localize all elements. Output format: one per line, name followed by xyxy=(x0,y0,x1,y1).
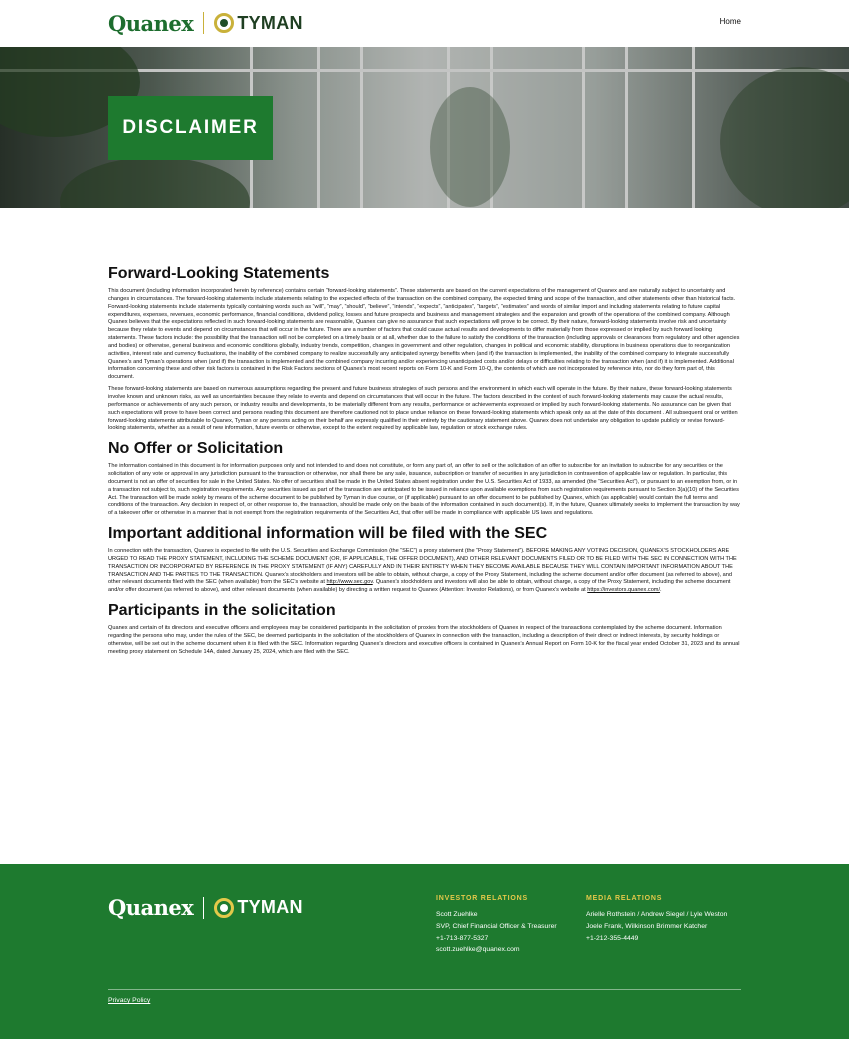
section-heading: No Offer or Solicitation xyxy=(108,440,284,458)
footer-divider xyxy=(108,989,741,990)
section-forward-looking xyxy=(108,264,741,433)
page-title: DISCLAIMER xyxy=(122,117,259,138)
hero-banner xyxy=(0,47,849,208)
tyman-mark-icon xyxy=(214,898,234,918)
section-sec-filing xyxy=(108,524,741,595)
tyman-logo-text: TYMAN xyxy=(237,12,303,33)
media-contact-names: Arielle Rothstein / Andrew Siegel / Lyle Weston xyxy=(586,911,728,918)
sec-paragraph-end: . xyxy=(660,587,662,594)
sec-paragraph-text: In connection with the transaction, Quanex is expected to file with the U.S. Securities and Exchange Commission (the “SEC”) a proxy statement (the “Proxy Statement”). BEFORE MAKING ANY VOTING DECISION, QUANEX’S STOCKHOLDERS ARE URGED TO READ THE PROXY STATEMENT, INCLUDING THE SCHEME DOCUMENT (OR, IF APPLICABLE, THE OFFER DOCUMENT), AND OTHER RELEVANT DOCUMENTS FILED OR TO BE FILED WITH THE SEC IN CONNECTION WITH THE TRANSACTION OR INCORPORATED BY REFERENCE IN THE PROXY STATEMENT (IF ANY) CAREFULLY AND IN THEIR ENTIRETY WHEN THEY BECOME AVAILABLE BECAUSE THEY WILL CONTAIN IMPORTANT INFORMATION ABOUT THE TRANSACTION AND THE PARTIES TO THE TRANSACTION. Quanex’s stockholders and investors will be able to obtain, without charge, a copy of the Proxy Statement, including the scheme document and/or offer document (as referred to above), and other relevant documents filed with the SEC (when available) from the SEC’s website at xyxy=(108,548,737,586)
section-paragraph xyxy=(108,548,741,595)
investors-link[interactable]: https://investors.quanex.com/ xyxy=(587,587,661,594)
investor-contact-name: Scott Zuehlke xyxy=(436,911,478,918)
site-footer xyxy=(0,864,849,1039)
investor-contact-email[interactable]: scott.zuehlke@quanex.com xyxy=(436,946,520,954)
investor-contact-phone: +1-713-877-5327 xyxy=(436,934,489,942)
disclaimer-content xyxy=(108,264,741,663)
investor-contact-role: SVP, Chief Financial Officer & Treasurer xyxy=(436,922,557,930)
quanex-logo-text: Quanex xyxy=(108,895,194,920)
section-paragraph: The information contained in this document is for information purposes only and not intended to and does not constitute, or form any part of, an offer to sell or the solicitation of an offer to subscribe for an invitation to subscribe for any securities or the solicitation of any vote or approval in any jurisdiction pursuant to the transaction or otherwise, nor shall there be any sale, issuance, subscription or transfer of securities in any jurisdiction in contravention of applicable law or regulation. In particular, this document is not an offer of securities for sale in the United States. No offer of securities shall be made in the United States absent registration under the U.S. Securities Act of 1933, as amended (the “Securities Act”), or pursuant to an exemption from, or in a transaction not subject to, such registration requirements. Any securities issued as part of the transaction are anticipated to be issued in reliance upon available exemptions from such registration requirements pursuant to Section 3(a)(10) of the Securities Act. The transaction will be made solely by means of the scheme document to be published by Tyman in due course, or (if applicable) pursuant to an offer document to be published by Quanex, which (as applicable) would contain the full terms and conditions of the transaction. Any decision in respect of, or other response to, the transaction, should be made only on the basis of the information contained in such document(s). If, in the future, Quanex ultimately seeks to implement the transaction by way of a takeover offer or otherwise in a manner that is not exempt from the registration requirements of the Securities Act, that offer will be made in compliance with applicable US laws and regulations. xyxy=(108,463,740,517)
section-paragraph: This document (including information incorporated herein by reference) contains certain “forward-looking statements”. These statements are based on the current expectations of the management of Quanex and are naturally subject to uncertainty and changes in circumstances. The forward-looking statements include statements relating to the expected effects of the transaction on the combined company, the expected timing and scope of the transaction, and other statements other than historical facts. Forward-looking statements include statements typically containing words such as “will”, “may”, “should”, “believe”, “intends”, “expects”, “anticipates”, “targets”, “estimates” and words of similar import and including statements relating to future capital expenditures, expenses, revenues, economic performance, financial conditions, dividend policy, losses and future prospects and business and management strategies and the expansion and growth of the operations of the combined company. Although Quanex believes that the expectations reflected in such forward-looking statements are reasonable, Quanex can give no assurance that such expectations will prove to be correct. By their nature, forward-looking statements involve risk and uncertainty because they relate to events and depend on circumstances that will occur in the future. There are a number of factors that could cause actual results and developments to differ materially from those expressed or implied by such forward looking statements. These factors include: the possibility that the transaction will not be completed on a timely basis or at all, whether due to the failure to satisfy the conditions of the transaction (including approvals or clearances from regulatory and other agencies and bodies) or otherwise, general business and economic conditions globally, industry trends, competition, changes in government and other regulation, changes in political and economic stability, disruptions in business operations due to reorganization activities, interest rate and currency fluctuations, the inability of the combined company to realize successfully any anticipated synergy benefits when (and if) the transaction is implemented, the inability of the combined company to integrate successfully Quanex’s and Tyman’s operations when (and if) the transaction is implemented and the combined company incurring and/or experiencing unanticipated costs and/or delays or difficulties relating to the transaction when (and if) it is implemented. Additional information concerning these and other risk factors is contained in the Risk Factors sections of Quanex’s most recent reports on Form 10-K and Form 10-Q, the contents of which are not incorporated by reference into, nor do they form part of, this document. xyxy=(108,288,740,381)
logo-divider xyxy=(203,12,204,34)
tyman-logo xyxy=(214,897,303,918)
sec-gov-link[interactable]: http://www.sec.gov xyxy=(326,579,373,586)
investor-relations-title: INVESTOR RELATIONS xyxy=(436,895,528,902)
section-no-offer xyxy=(108,439,741,518)
media-contact-phone: +1-212-355-4449 xyxy=(586,934,639,942)
hero-title-badge xyxy=(108,96,273,160)
investor-relations xyxy=(436,895,557,956)
tyman-mark-icon xyxy=(214,13,234,33)
site-header xyxy=(0,0,849,47)
footer-logo[interactable] xyxy=(108,895,303,920)
tyman-logo xyxy=(214,13,303,34)
section-heading: Important additional information will be filed with the SEC xyxy=(108,525,548,543)
tyman-logo-text: TYMAN xyxy=(237,897,303,917)
media-contact-org: Joele Frank, Wilkinson Brimmer Katcher xyxy=(586,922,708,930)
section-heading: Forward-Looking Statements xyxy=(108,265,330,282)
media-relations xyxy=(586,895,727,944)
header-logo[interactable] xyxy=(108,10,303,36)
nav-home-link[interactable]: Home xyxy=(719,17,741,26)
section-paragraph: These forward-looking statements are based on numerous assumptions regarding the present and future business strategies of such persons and the environment in which each will operate in the future. By their nature, these forward-looking statements involve known and unknown risks, as well as uncertainties because they relate to events and depend on circumstances that will occur in the future. The factors described in the context of such forward-looking statements may cause the actual results, performance or achievements of any such person, or industry results and developments, to be materially different from any results, performance or achievements expressed or implied by such forward-looking statements. No assurance can be given that such expectations will prove to have been correct and persons reading this document are therefore cautioned not to place undue reliance on these forward-looking statements which speak only as at the date of this document . All subsequent oral or written forward-looking statements attributable to Quanex, Tyman or any persons acting on their behalf are expressly qualified in their entirety by the cautionary statement above. Quanex does not undertake any obligation to update publicly or revise forward-looking statements, whether as a result of new information, future events or otherwise, except to the extent required by applicable law, regulation or stock exchange rules. xyxy=(108,386,738,432)
section-heading: Participants in the solicitation xyxy=(108,602,336,620)
privacy-policy-link[interactable]: Privacy Policy xyxy=(108,997,151,1004)
section-participants xyxy=(108,601,741,656)
media-relations-title: MEDIA RELATIONS xyxy=(586,895,663,902)
quanex-logo-text: Quanex xyxy=(108,10,194,36)
section-paragraph: Quanex and certain of its directors and executive officers and employees may be considered participants in the solicitation of proxies from the stockholders of Quanex in respect of the transactions contemplated by the scheme document. Information regarding the persons who may, under the rules of the SEC, be deemed participants in the solicitation of the stockholders of Quanex in connection with the transaction, including a description of their direct or indirect interests, by security holdings or otherwise, will be set out in the scheme document when it is filed with the SEC. Information regarding Quanex’s directors and executive officers is contained in Quanex’s Annual Report on Form 10-K for the fiscal year ended October 31, 2023 and its annual meeting proxy statement on Schedule 14A, dated January 25, 2024, which are filed with the SEC. xyxy=(108,625,740,655)
sec-paragraph-middle: . Quanex’s stockholders and investors will also be able to obtain, without charge, a copy of the Proxy Statement, including the scheme document and/or offer document (as referred to above), and other relevant documents (when available) by directing a written request to Quanex (Attention: Investor Relations), or from Quanex’s website at xyxy=(108,579,731,594)
logo-divider xyxy=(203,897,204,919)
